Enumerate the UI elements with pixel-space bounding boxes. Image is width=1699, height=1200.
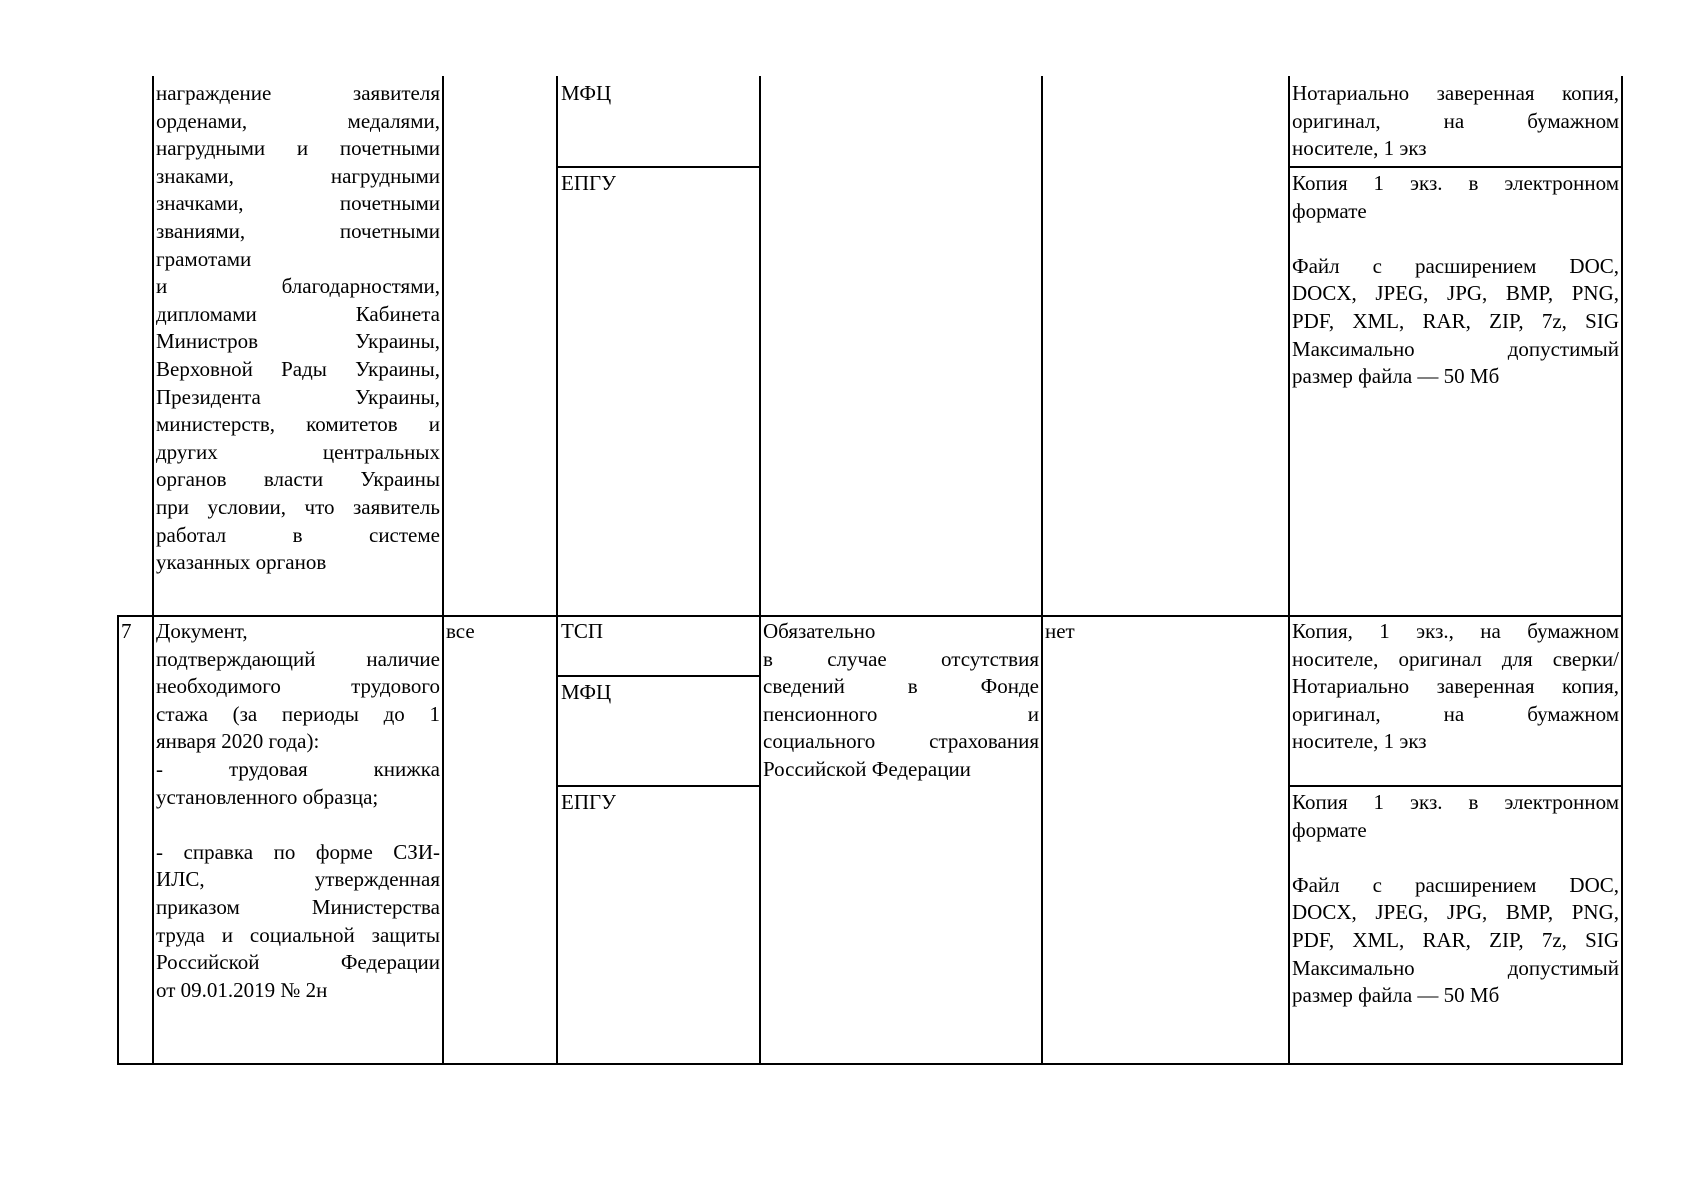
text-line: Копия 1 экз. в электронном (1292, 171, 1619, 195)
text-line: подтверждающий наличие (156, 646, 440, 671)
text-line: Копия 1 экз. в электронном (1292, 790, 1619, 814)
row6-electronic-copy-requirements (1292, 170, 1619, 391)
text-line: стажа (за периоды до 1 (156, 701, 440, 726)
text-line: в случае отсутствия (763, 646, 1039, 671)
text-line: награждение заявителя (156, 81, 440, 105)
rule-col7-left (1288, 76, 1290, 1065)
text-line: грамотами (156, 246, 252, 271)
row6-channel-mfc: МФЦ (561, 81, 612, 105)
text-line: сведений в Фонде (763, 674, 1039, 699)
text-line: размер файла — 50 Мб (1292, 983, 1500, 1008)
text-line: Файл с расширением DOC, (1292, 253, 1619, 278)
rule-col4-left (556, 76, 558, 1065)
rule-col5-left (759, 76, 761, 1065)
text-line: Российской Федерации (763, 756, 971, 781)
rule-col2-left (152, 76, 154, 1065)
row7-channel-tsp: ТСП (561, 619, 603, 643)
text-line: знаками, нагрудными (156, 163, 440, 188)
text-line: необходимого трудового (156, 674, 440, 699)
text-line: труда и социальной защиты (156, 922, 440, 947)
row7-paper-copy-requirements (1292, 618, 1619, 756)
row7-applicant-category: все (446, 619, 475, 643)
text-line: Обязательно (763, 619, 876, 643)
text-line: орденами, медалями, (156, 108, 440, 133)
text-line: социального страхования (763, 729, 1039, 754)
text-line: приказом Министерства (156, 894, 440, 919)
text-line: PDF, XML, RAR, ZIP, 7z, SIG (1292, 308, 1619, 333)
text-line: ИЛС, утвержденная (156, 867, 440, 892)
row6-channel-epgu: ЕПГУ (561, 171, 617, 195)
text-line: носителе, оригинал для сверки/ (1292, 646, 1619, 671)
text-line: Верховной Рады Украины, (156, 356, 440, 381)
text-line: Документ, (156, 619, 248, 643)
row6-document-description (156, 80, 440, 577)
text-line: органов власти Украины (156, 467, 440, 492)
text-line: Максимально допустимый (1292, 336, 1619, 361)
text-line: оригинал, на бумажном (1292, 701, 1619, 726)
rule-row7-mfc-epgu (556, 785, 761, 787)
text-line: от 09.01.2019 № 2н (156, 977, 328, 1002)
row7-electronic-copy-requirements (1292, 789, 1619, 1010)
text-line: дипломами Кабинета (156, 301, 440, 326)
text-line: формате (1292, 817, 1367, 842)
row7-interagency-request: нет (1045, 619, 1075, 643)
rule-table-bottom (117, 1063, 1623, 1065)
rule-row7-tsp-mfc (556, 675, 761, 677)
text-line: Максимально допустимый (1292, 955, 1619, 980)
rule-col1-left (117, 615, 119, 1065)
text-line: министерств, комитетов и (156, 412, 440, 437)
text-line: и благодарностями, (156, 274, 440, 299)
text-line: - справка по форме СЗИ- (156, 839, 440, 864)
text-line: DOCX, JPEG, JPG, BMP, PNG, (1292, 900, 1619, 925)
text-line: Министров Украины, (156, 329, 440, 354)
text-line: января 2020 года): (156, 729, 320, 754)
text-line: носителе, 1 экз (1292, 729, 1427, 754)
text-line: значками, почетными (156, 191, 440, 216)
text-line: DOCX, JPEG, JPG, BMP, PNG, (1292, 281, 1619, 306)
rule-col6-left (1041, 76, 1043, 1065)
text-line: Нотариально заверенная копия, (1292, 81, 1619, 105)
rule-row7-top (117, 615, 1623, 617)
row6-paper-copy-requirements (1292, 80, 1619, 163)
text-line: Нотариально заверенная копия, (1292, 674, 1619, 699)
text-line: PDF, XML, RAR, ZIP, 7z, SIG (1292, 927, 1619, 952)
rule-row6-mfc-epgu (556, 166, 761, 168)
text-line: Президента Украины, (156, 384, 440, 409)
rule-col3-left (442, 76, 444, 1065)
text-line: Файл с расширением DOC, (1292, 872, 1619, 897)
text-line: пенсионного и (763, 701, 1039, 726)
text-line: носителе, 1 экз (1292, 136, 1427, 161)
text-line: формате (1292, 198, 1367, 223)
rule-col7-right (1621, 76, 1623, 1065)
text-line: Российской Федерации (156, 950, 440, 975)
row7-channel-epgu: ЕПГУ (561, 790, 617, 814)
text-line: нагрудными и почетными (156, 136, 440, 161)
rule-row6-c7-split (1288, 166, 1623, 168)
text-line: Копия, 1 экз., на бумажном (1292, 619, 1619, 643)
text-line: установленного образца; (156, 784, 379, 809)
text-line: оригинал, на бумажном (1292, 108, 1619, 133)
text-line: размер файла — 50 Мб (1292, 364, 1500, 389)
text-line: - трудовая книжка (156, 756, 440, 781)
text-line: других центральных (156, 439, 440, 464)
text-line: указанных органов (156, 550, 327, 575)
row7-condition (763, 618, 1039, 784)
text-line: званиями, почетными (156, 218, 440, 243)
row7-number: 7 (121, 619, 132, 643)
rule-row7-c7-split (1288, 785, 1623, 787)
row7-document-description (156, 618, 440, 1004)
text-line: работал в системе (156, 522, 440, 547)
row7-channel-mfc: МФЦ (561, 680, 612, 704)
text-line: при условии, что заявитель (156, 494, 440, 519)
